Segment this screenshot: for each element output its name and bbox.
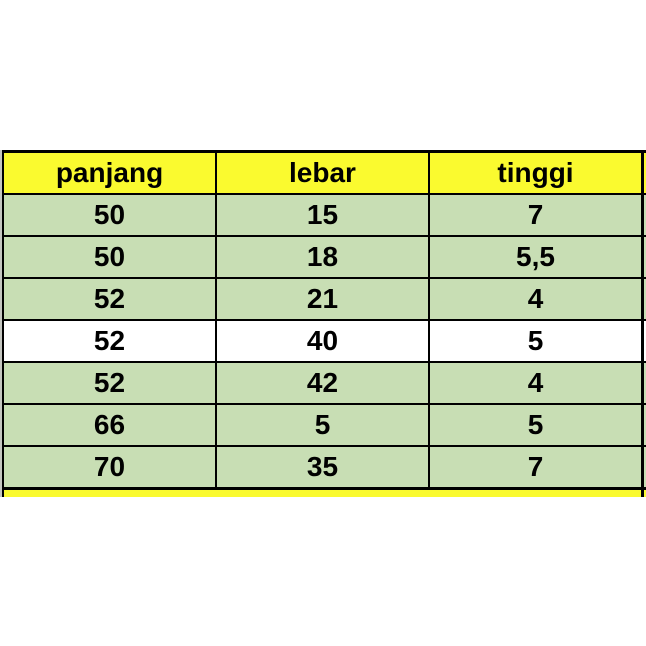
cell-tinggi: 7 <box>430 447 644 487</box>
column-header-lebar: lebar <box>217 153 430 193</box>
table-row <box>4 447 646 490</box>
cell-tinggi: 4 <box>430 363 644 403</box>
cell-lebar: 21 <box>217 279 430 319</box>
cell-tinggi: 5 <box>430 405 644 445</box>
table-row <box>4 405 646 447</box>
cell-panjang: 52 <box>4 363 217 403</box>
table-row <box>4 279 646 321</box>
table-row <box>4 195 646 237</box>
dimensions-table <box>2 150 646 497</box>
cell-lebar: 42 <box>217 363 430 403</box>
cell-panjang: 50 <box>4 195 217 235</box>
next-section-header-strip-main <box>4 490 644 497</box>
cell-lebar: 18 <box>217 237 430 277</box>
next-section-header-strip <box>4 490 646 497</box>
cell-panjang: 52 <box>4 321 217 361</box>
table-header-row <box>4 153 646 195</box>
cell-lebar: 40 <box>217 321 430 361</box>
cell-lebar: 15 <box>217 195 430 235</box>
cell-lebar: 5 <box>217 405 430 445</box>
cell-tinggi: 5,5 <box>430 237 644 277</box>
column-header-panjang: panjang <box>4 153 217 193</box>
cell-panjang: 52 <box>4 279 217 319</box>
cell-panjang: 70 <box>4 447 217 487</box>
table-row <box>4 363 646 405</box>
table-row-highlighted <box>4 321 646 363</box>
table-row <box>4 237 646 279</box>
cell-tinggi: 4 <box>430 279 644 319</box>
column-header-tinggi: tinggi <box>430 153 644 193</box>
cell-panjang: 66 <box>4 405 217 445</box>
cell-lebar: 35 <box>217 447 430 487</box>
cell-tinggi: 5 <box>430 321 644 361</box>
cell-panjang: 50 <box>4 237 217 277</box>
cell-tinggi: 7 <box>430 195 644 235</box>
